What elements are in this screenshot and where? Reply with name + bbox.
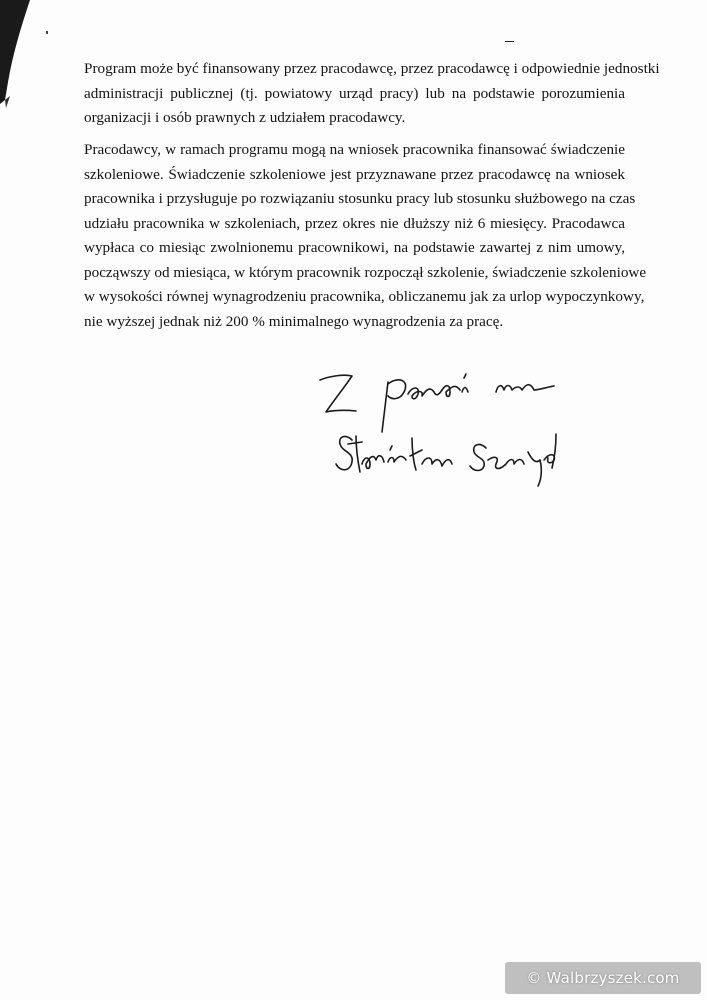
watermark-text: © Walbrzyszek.com	[526, 969, 680, 987]
paragraph-line: nie wyższej jednak niż 200 % minimalnego wynagrodzenia za pracę.	[84, 312, 504, 330]
paragraph-training-benefit	[84, 138, 647, 334]
paragraph-line: począwszy od miesiąca, w którym pracownik rozpoczął szkolenie, świadczenie szkoleniowe	[84, 263, 647, 281]
paragraph-line: wypłaca co miesiąc zwolnionemu pracownikowi, na podstawie zawartej z nim umowy,	[84, 239, 625, 256]
paragraph-line: udziału pracownika w szkoleniach, przez okres nie dłuższy niż 6 miesięcy. Pracodawca	[84, 214, 625, 232]
paragraph-line: w wysokości równej wynagrodzeniu pracownika, obliczanemu jak za urlop wypoczynkowy,	[84, 288, 645, 305]
paragraph-line: Program może być finansowany przez pracodawcę, przez pracodawcę i odpowiednie jednostki	[84, 60, 660, 77]
paragraph-line: organizacji i osób prawnych z udziałem pracodawcy.	[84, 109, 406, 126]
paragraph-line: szkoleniowe. Świadczenie szkoleniowe jest przyznawane przez pracodawcę na wniosek	[84, 165, 625, 183]
paragraph-funding	[84, 57, 660, 131]
scan-dot-mark	[46, 31, 48, 34]
site-watermark	[505, 962, 701, 994]
handwritten-signature	[300, 360, 590, 500]
scan-dash-mark	[505, 41, 514, 42]
paragraph-line: Pracodawcy, w ramach programu mogą na wniosek pracownika finansować świadczenie	[84, 141, 625, 158]
paragraph-line: pracownika i przysługuje po rozwiązaniu stosunku pracy lub stosunku służbowego na czas	[84, 190, 636, 207]
scan-corner-mark	[0, 0, 40, 110]
paragraph-line: administracji publicznej (tj. powiatowy urząd pracy) lub na podstawie porozumienia	[84, 84, 625, 102]
